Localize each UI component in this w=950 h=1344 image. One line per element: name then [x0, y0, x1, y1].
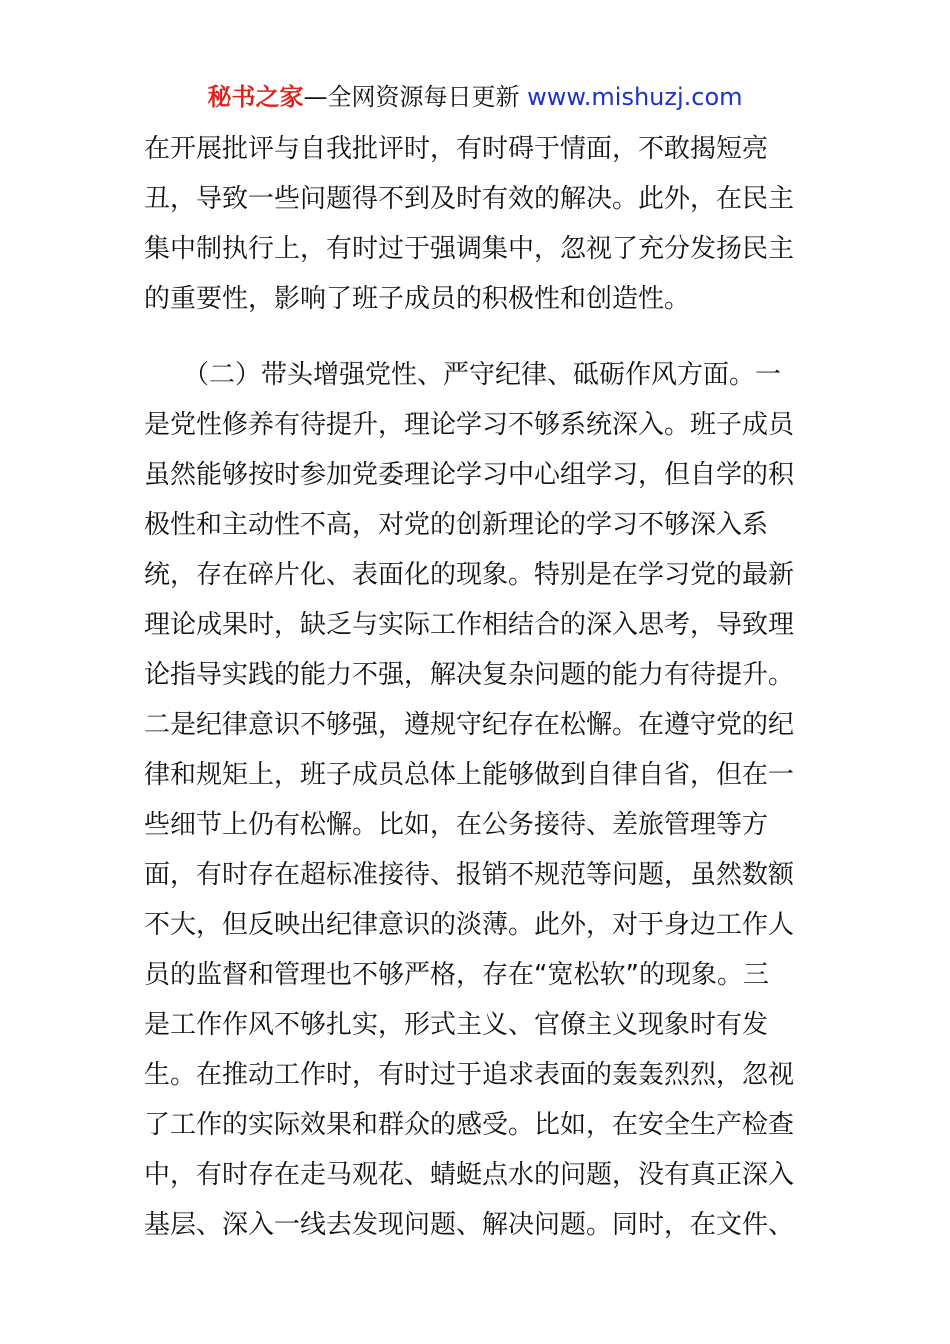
- text-line: 中，有时存在走马观花、蜻蜓点水的问题，没有真正深入: [144, 1160, 795, 1190]
- site-brand: 秘书之家: [207, 83, 304, 111]
- text-line: 生。在推动工作时，有时过于追求表面的轰轰烈烈，忽视: [144, 1060, 795, 1090]
- text-line: 二是纪律意识不够强，遵规守纪存在松懈。在遵守党的纪: [144, 710, 795, 740]
- text-line: 面，有时存在超标准接待、报销不规范等问题，虽然数额: [144, 860, 795, 890]
- text-line: 极性和主动性不高，对党的创新理论的学习不够深入系: [144, 510, 769, 540]
- document-body: [144, 124, 809, 1250]
- text-line: 论指导实践的能力不强，解决复杂问题的能力有待提升。: [144, 660, 795, 690]
- text-line: 丑，导致一些问题得不到及时有效的解决。此外，在民主: [144, 184, 795, 214]
- text-line: 集中制执行上，有时过于强调集中，忽视了充分发扬民主: [144, 234, 795, 264]
- text-line: 的重要性，影响了班子成员的积极性和创造性。: [144, 284, 691, 314]
- text-line: 员的监督和管理也不够严格，存在“宽松软”的现象。三: [144, 960, 769, 990]
- text-line: 些细节上仍有松懈。比如，在公务接待、差旅管理等方: [144, 810, 769, 840]
- text-line: 了工作的实际效果和群众的感受。比如，在安全生产检查: [144, 1110, 795, 1140]
- text-line: 基层、深入一线去发现问题、解决问题。同时，在文件、: [144, 1210, 795, 1240]
- site-header: [0, 80, 950, 114]
- text-line: 在开展批评与自我批评时，有时碍于情面，不敢揭短亮: [144, 134, 769, 164]
- paragraph: [144, 350, 809, 1250]
- text-line: 虽然能够按时参加党委理论学习中心组学习，但自学的积: [144, 460, 795, 490]
- paragraph-gap: [144, 324, 809, 350]
- text-line: 不大，但反映出纪律意识的淡薄。此外，对于身边工作人: [144, 910, 795, 940]
- text-line: 是工作作风不够扎实，形式主义、官僚主义现象时有发: [144, 1010, 769, 1040]
- text-line: 是党性修养有待提升，理论学习不够系统深入。班子成员: [144, 410, 795, 440]
- paragraph: [144, 124, 809, 324]
- text-line: 律和规矩上，班子成员总体上能够做到自律自省，但在一: [144, 760, 795, 790]
- text-line: 统，存在碎片化、表面化的现象。特别是在学习党的最新: [144, 560, 795, 590]
- text-line: （二）带头增强党性、严守纪律、砥砺作风方面。一: [144, 360, 782, 390]
- site-tagline: —全网资源每日更新: [303, 83, 520, 111]
- site-url-link[interactable]: www.mishuzj.com: [527, 83, 743, 111]
- text-line: 理论成果时，缺乏与实际工作相结合的深入思考，导致理: [144, 610, 795, 640]
